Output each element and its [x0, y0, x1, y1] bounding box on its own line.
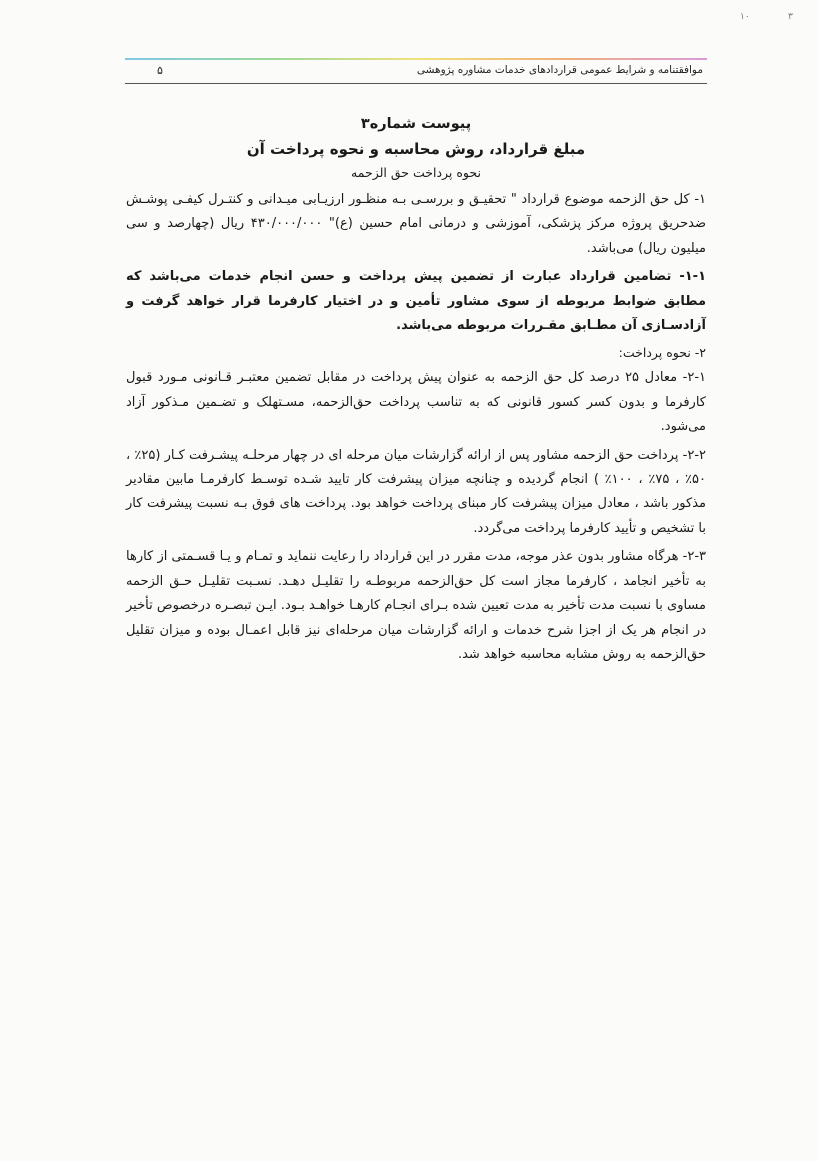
- appendix-title: پیوست شماره۳: [360, 116, 472, 132]
- paragraph-advance-payment: ۲-۱- معادل ۲۵ درصد کل حق الزحمه به عنوان پیش پرداخت در مقابل تضمین معتبـر قـانونی مـورد قبول کارفرما و بدون کسر کسور قانونی که به تناسب پرداخت حق‌الزحمه، مسـتهلک و تضـمین مـذکور آزاد می‌شود.: [126, 370, 706, 435]
- header-divider: [125, 83, 707, 84]
- section-title: نحوه پرداخت حق الزحمه: [351, 165, 481, 180]
- corner-mark: ۳: [788, 12, 793, 22]
- paragraph-total-fee: ۱- کل حق الزحمه موضوع قرارداد " تحقیـق و بررسـی بـه منظـور ارزیـابی میـدانی و کنتـرل کیفـی پوشـش ضدحریق پروژه مرکز پزشکی، آموزشی و درمانی امام حسین (ع)" ۴۳۰/۰۰۰/۰۰۰ ریال (چهارصد و سی میلیون ریال) می‌باشد.: [126, 192, 707, 256]
- page-number: ۵: [157, 64, 163, 77]
- document-subtitle: مبلغ قرارداد، روش محاسبه و نحوه پرداخت آن: [246, 140, 586, 158]
- header-title: موافقتنامه و شرایط عمومی قراردادهای خدمات مشاوره پژوهشی: [416, 64, 703, 76]
- corner-mark: ۱۰: [740, 12, 750, 22]
- paragraph-delay-penalty: ۲-۳- هرگاه مشاور بدون عذر موجه، مدت مقرر در این قرارداد را رعایت ننماید و تمـام و یـا قسـمتی از کارها به تأخیر انجامد ، کارفرما مجاز است کل حق‌الزحمه مربوطـه را تقلیـل دهـد. نسـبت تقلیـل حـق الزحمه مساوی با نسبت مدت تأخیر به مدت تعیین شده بـرای انجـام کارهـا خواهـد بـود. ایـن تبصـره درخصوص تأخیر در انجام هر یک از اجزا شرح خدمات و ارائه گزارشات میان مرحله‌ای نیز قابل اعمـال بوده و میزان تقلیل حق‌الزحمه به روش مشابه محاسبه خواهد شد.: [126, 549, 706, 662]
- header-color-band: [125, 58, 707, 60]
- page-header: [125, 58, 707, 84]
- paragraph-stage-payments: ۲-۲- پرداخت حق الزحمه مشاور پس از ارائه گزارشات میان مرحله ای در چهار مرحلـه پیشـرفت کـار (۲۵٪ ، ۵۰٪ ، ۷۵٪ ، ۱۰۰٪ ) انجام گردیده و چنانچه میزان پیشرفت کار تایید شـده توسـط کارفرمـا مابین مقادیر مذکور باشد ، معادل میزان پیشرفت کار مبنای پرداخت خواهد بود. پرداخت های فوق بـه نسبت پیشرفت کار با تشخیص و تأیید کارفرما پرداخت می‌گردد.: [126, 447, 707, 536]
- paragraph-payment-heading: ۲- نحوه پرداخت:: [618, 345, 706, 361]
- paragraph-guarantees: ۱-۱- تضامین قرارداد عبارت از تضمین پیش پرداخت و حسن انجام خدمات می‌باشد که مطابق ضوابط مربوطه از سوی مشاور تأمین و در اختیار کارفرما قرار خواهد گرفت و آزادسـازی آن مطـابق مقـررات مربوطه می‌باشد.: [126, 269, 706, 334]
- document-body: [126, 112, 706, 671]
